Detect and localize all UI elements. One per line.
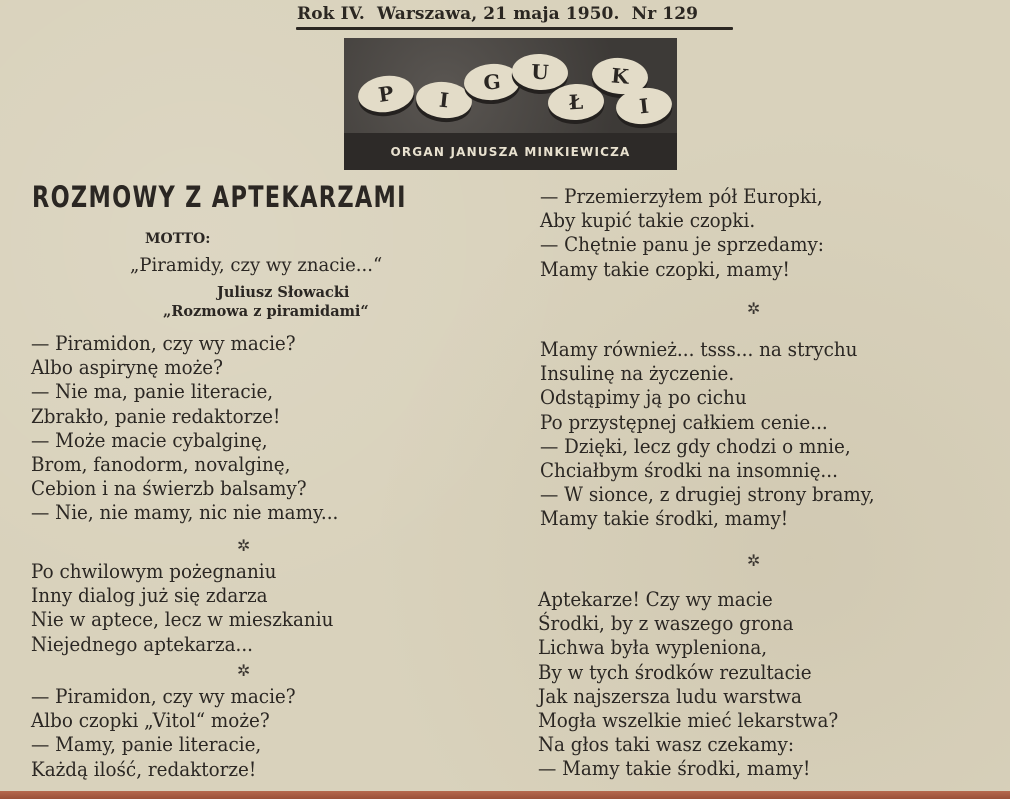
verse-line: Nie w aptece, lecz w mieszkaniu xyxy=(31,608,334,632)
verse-line: Inny dialog już się zdarza xyxy=(31,584,268,608)
verse-line: Aby kupić takie czopki. xyxy=(540,209,756,233)
verse-line: Odstąpimy ją po cichu xyxy=(540,386,747,410)
verse-line: Niejednego aptekarza... xyxy=(31,632,254,656)
verse-line: — Nie, nie mamy, nic nie mamy... xyxy=(31,501,339,525)
verse-line: Jak najszersza ludu warstwa xyxy=(538,684,802,708)
asterisk-separator: ✲ xyxy=(747,551,761,570)
verse-line: Na głos taki wasz czekamy: xyxy=(538,733,795,757)
verse-line: Aptekarze! Czy wy macie xyxy=(538,588,773,611)
logo-subtitle: ORGAN JANUSZA MINKIEWICZA xyxy=(390,145,631,159)
logo-pills xyxy=(344,38,677,130)
verse-line: Mamy takie czopki, mamy! xyxy=(540,257,790,281)
masthead-year: Rok IV. xyxy=(297,4,365,24)
verse-line: Insulinę na życzenie. xyxy=(540,362,735,386)
pill-letter: P xyxy=(356,72,416,115)
verse-line: Po chwilowym pożegnaniu xyxy=(31,560,277,583)
verse-line: Po przystępnej całkiem cenie... xyxy=(540,410,828,434)
asterisk-separator: ✲ xyxy=(747,299,761,318)
verse-line: — Dzięki, lecz gdy chodzi o mnie, xyxy=(540,434,851,458)
verse-line: — Mamy takie środki, mamy! xyxy=(538,757,811,781)
asterisk-separator: ✲ xyxy=(237,661,251,680)
verse-line: Każdą ilość, redaktorze! xyxy=(31,757,257,781)
verse-line: — W sionce, z drugiej strony bramy, xyxy=(540,483,875,507)
pill-letter: U xyxy=(511,53,569,92)
verse-line: — Może macie cybalginę, xyxy=(31,428,268,452)
stanza-left-3 xyxy=(31,685,296,782)
masthead xyxy=(297,4,733,24)
stanza-left-2 xyxy=(31,560,333,657)
motto-label: MOTTO: xyxy=(145,231,211,247)
pill-letter: K xyxy=(591,56,650,97)
verse-line: Brom, fanodorm, novalginę, xyxy=(31,452,291,476)
verse-line: Zbrakło, panie redaktorze! xyxy=(31,404,281,428)
verse-line: — Piramidon, czy wy macie? xyxy=(31,685,296,708)
verse-line: Mamy również... tsss... na strychu xyxy=(540,338,858,361)
page-bottom-edge xyxy=(0,791,1010,799)
motto-source: „Rozmowa z piramidami“ xyxy=(163,303,369,320)
verse-line: Środki, by z waszego grona xyxy=(538,612,794,636)
verse-line: Albo czopki „Vitol“ może? xyxy=(31,709,270,733)
masthead-issue: Nr 129 xyxy=(631,4,699,24)
verse-line: — Piramidon, czy wy macie? xyxy=(31,332,296,355)
verse-line: — Mamy, panie literacie, xyxy=(31,733,262,757)
stanza-right-2 xyxy=(540,338,875,532)
verse-line: Cebion i na świerzb balsamy? xyxy=(31,477,307,501)
asterisk-separator: ✲ xyxy=(237,536,251,555)
verse-line: Lichwa była wypleniona, xyxy=(538,636,768,660)
motto-author: Juliusz Słowacki xyxy=(217,284,350,301)
motto-quote: „Piramidy, czy wy znacie...“ xyxy=(130,254,383,276)
verse-line: Mogła wszelkie mieć lekarstwa? xyxy=(538,708,839,732)
verse-line: By w tych środków rezultacie xyxy=(538,660,812,684)
piguly-logo xyxy=(344,38,677,170)
pill-letter: G xyxy=(463,62,521,102)
verse-line: Albo aspirynę może? xyxy=(31,356,223,380)
pill-letter: Ł xyxy=(547,83,605,122)
stanza-right-1 xyxy=(540,185,824,282)
pill-letter: I xyxy=(614,85,673,127)
verse-line: Mamy takie środki, mamy! xyxy=(540,507,789,531)
masthead-rule xyxy=(296,27,733,30)
verse-line: Chciałbym środki na insomnię... xyxy=(540,458,838,482)
verse-line: — Nie ma, panie literacie, xyxy=(31,380,274,404)
stanza-left-1 xyxy=(31,332,338,526)
pill-letter: I xyxy=(414,79,473,121)
masthead-place-date: Warszawa, 21 maja 1950. xyxy=(377,4,620,24)
stanza-right-3 xyxy=(538,588,838,782)
article-title: ROZMOWY Z APTEKARZAMI xyxy=(32,180,407,214)
verse-line: — Chętnie panu je sprzedamy: xyxy=(540,233,824,257)
verse-line: — Przemierzyłem pół Europki, xyxy=(540,185,823,208)
